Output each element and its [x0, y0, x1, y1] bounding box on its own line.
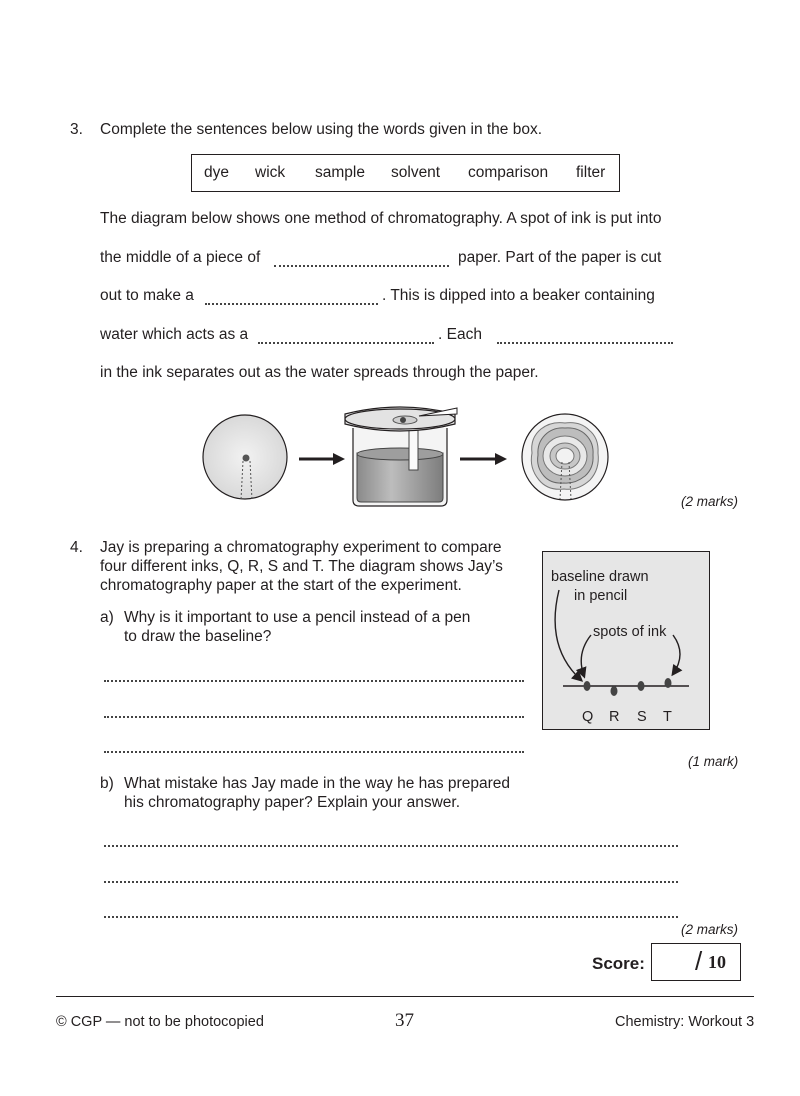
letter-r: R	[609, 709, 620, 725]
q4-intro-3: chromatography paper at the start of the experiment.	[100, 577, 462, 594]
answer-line-a1[interactable]	[104, 680, 524, 682]
q3-line-2a: the middle of a piece of	[100, 249, 261, 266]
arrow-1	[299, 453, 345, 465]
q4b-line-1: What mistake has Jay made in the way he has prepared	[124, 775, 510, 792]
q4b-label: b)	[100, 775, 114, 792]
spot-r	[611, 686, 618, 696]
score-label: Score:	[592, 954, 645, 973]
q3-line-2b: paper. Part of the paper is cut	[458, 249, 662, 266]
q4b-line-2: his chromatography paper? Explain your answer.	[124, 794, 461, 811]
answer-line-a3[interactable]	[104, 751, 524, 753]
answer-line-b1[interactable]	[104, 845, 678, 847]
q3-line-3a: out to make a	[100, 287, 194, 304]
q4a-label: a)	[100, 609, 114, 626]
letter-t: T	[663, 709, 672, 725]
q3-prompt: Complete the sentences below using the words given in the box.	[100, 121, 543, 138]
beaker-with-paper	[345, 407, 457, 506]
letter-q: Q	[582, 709, 594, 725]
q3-line-4a: water which acts as a	[100, 326, 249, 343]
figure-drawing	[543, 552, 711, 731]
spot-s	[638, 681, 645, 691]
score-box[interactable]	[651, 943, 741, 981]
q3-marks: (2 marks)	[681, 494, 738, 509]
word-sample: sample	[315, 164, 365, 181]
baseline-label-1: baseline drawn	[551, 569, 649, 585]
q4b-marks: (2 marks)	[681, 922, 738, 937]
word-solvent: solvent	[391, 164, 441, 181]
word-dye: dye	[204, 164, 229, 181]
q4a-line-1: Why is it important to use a pencil instead of a pen	[124, 609, 471, 626]
q4-intro-1: Jay is preparing a chromatography experiment to compare	[100, 539, 502, 556]
word-box	[191, 154, 620, 192]
q3-line-5: in the ink separates out as the water spreads through the paper.	[100, 364, 539, 381]
q3-number: 3.	[70, 121, 83, 138]
word-comparison: comparison	[468, 164, 549, 181]
arrow-2	[460, 453, 507, 465]
q3-line-3b: . This is dipped into a beaker containing	[382, 287, 655, 304]
q4a-line-2: to draw the baseline?	[124, 628, 272, 645]
score-slash: /	[695, 946, 703, 976]
baseline-label-2: in pencil	[574, 588, 628, 604]
q4a-marks: (1 mark)	[688, 754, 739, 769]
spots-label: spots of ink	[593, 624, 667, 640]
q3-line-4b: . Each	[438, 326, 482, 343]
q4-number: 4.	[70, 539, 83, 556]
footer-title: Chemistry: Workout 3	[615, 1014, 755, 1030]
blank-2[interactable]	[205, 303, 378, 305]
footer-rule	[56, 996, 754, 997]
letter-s: S	[637, 709, 647, 725]
filter-paper-with-spot	[203, 415, 287, 500]
score-total: 10	[708, 952, 726, 972]
answer-line-b2[interactable]	[104, 881, 678, 883]
word-filter: filter	[576, 164, 606, 181]
spot-q	[584, 681, 591, 691]
q4-intro-2: four different inks, Q, R, S and T. The diagram shows Jay’s	[100, 558, 503, 575]
spot-t	[665, 678, 672, 688]
blank-3[interactable]	[258, 342, 434, 344]
q3-line-1: The diagram below shows one method of chromatography. A spot of ink is put into	[100, 210, 662, 227]
blank-1[interactable]	[274, 265, 449, 267]
answer-line-a2[interactable]	[104, 716, 524, 718]
chromatography-diagram	[195, 398, 615, 510]
chromatography-paper-figure	[542, 551, 710, 730]
word-wick: wick	[255, 164, 286, 181]
page-number: 37	[395, 1010, 414, 1031]
footer-copyright: © CGP — not to be photocopied	[56, 1014, 264, 1030]
filter-paper-with-rings	[522, 414, 608, 500]
blank-4[interactable]	[497, 342, 673, 344]
answer-line-b3[interactable]	[104, 916, 678, 918]
